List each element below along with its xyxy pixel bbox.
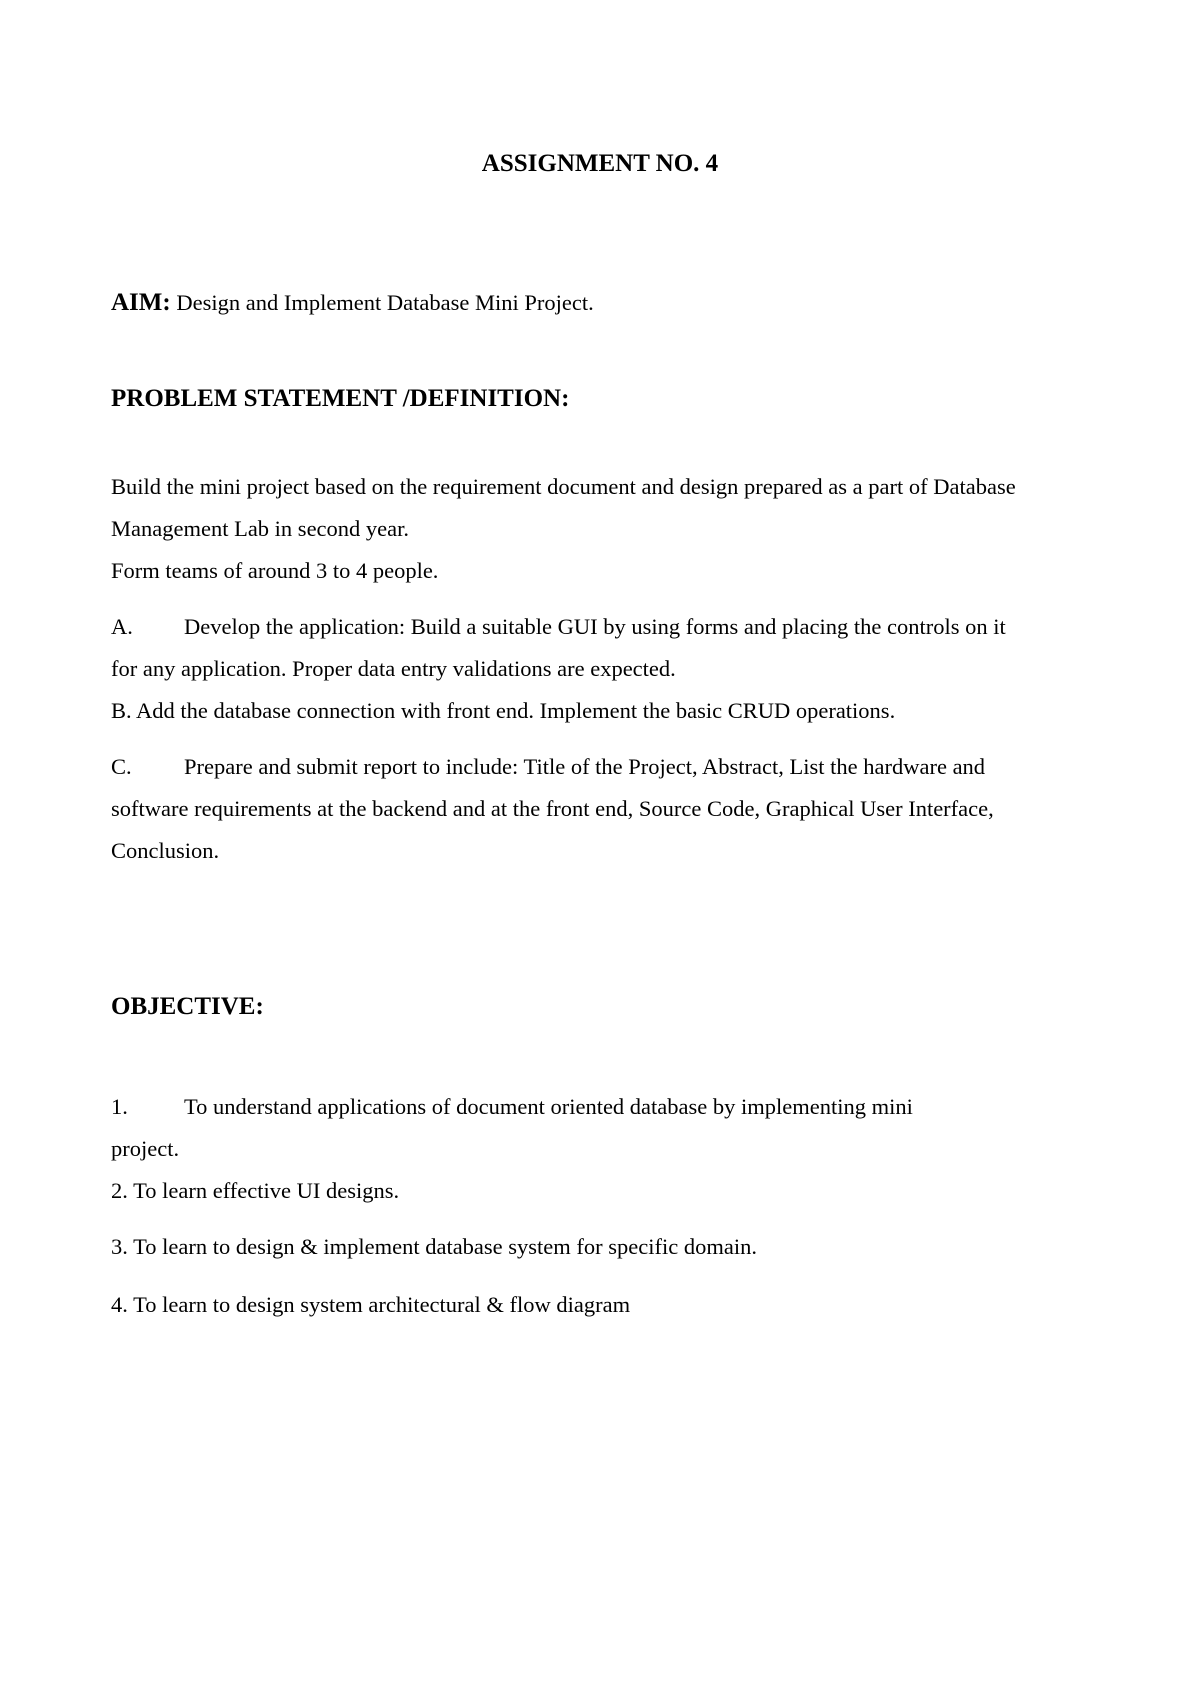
objective-item-1 — [111, 1086, 1111, 1128]
item-c-line1: Prepare and submit report to include: Title of the Project, Abstract, List the hardware and — [184, 754, 986, 779]
aim-line — [111, 282, 1111, 324]
item-c-line3: Conclusion. — [111, 838, 220, 863]
problem-intro-line1: Build the mini project based on the requirement document and design prepared as a part of Database — [111, 474, 1016, 499]
objective-heading: OBJECTIVE: — [111, 993, 264, 1020]
objective-item-2: 2. To learn effective UI designs. — [111, 1178, 400, 1203]
objective-item-4: 4. To learn to design system architectural & flow diagram — [111, 1292, 631, 1317]
objective-item-3: 3. To learn to design & implement database system for specific domain. — [111, 1234, 757, 1259]
objective-1-line2: project. — [111, 1136, 180, 1161]
item-c-line2: software requirements at the backend and at the front end, Source Code, Graphical User Interface, — [111, 796, 994, 821]
problem-item-b: B. Add the database connection with front end. Implement the basic CRUD operations. — [111, 698, 896, 723]
problem-item-a — [111, 606, 1111, 648]
problem-heading: PROBLEM STATEMENT /DEFINITION: — [111, 385, 570, 412]
item-c-marker: C. — [111, 754, 132, 779]
objective-1-marker: 1. — [111, 1094, 128, 1119]
item-a-line1: Develop the application: Build a suitable GUI by using forms and placing the controls on it — [184, 614, 1006, 639]
aim-label: AIM: — [111, 289, 171, 316]
objective-1-line1: To understand applications of document oriented database by implementing mini — [184, 1094, 913, 1119]
page-title: ASSIGNMENT NO. 4 — [481, 150, 719, 177]
problem-intro-line3: Form teams of around 3 to 4 people. — [111, 558, 439, 583]
aim-text: Design and Implement Database Mini Project. — [170, 290, 594, 315]
item-a-marker: A. — [111, 614, 133, 639]
problem-intro-line2: Management Lab in second year. — [111, 516, 410, 541]
problem-item-c — [111, 746, 1111, 788]
item-a-line2: for any application. Proper data entry validations are expected. — [111, 656, 676, 681]
